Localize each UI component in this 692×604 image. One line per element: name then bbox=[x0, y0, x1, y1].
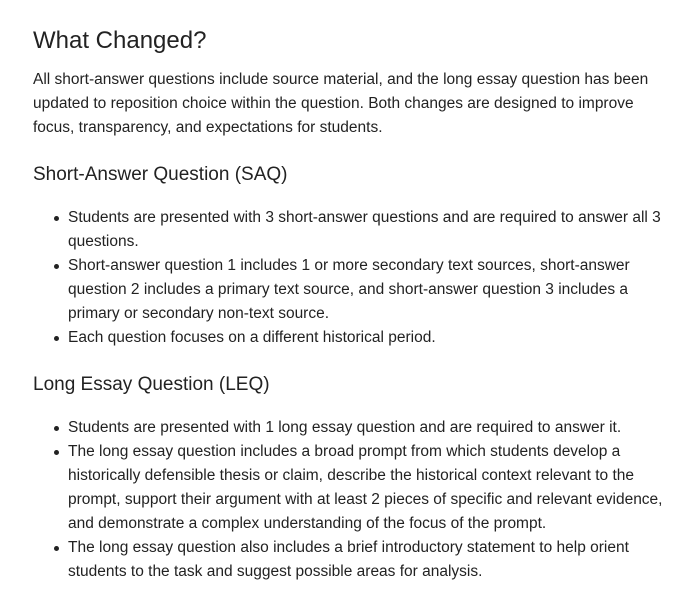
saq-heading: Short-Answer Question (SAQ) bbox=[33, 164, 288, 185]
list-item: The long essay question also includes a brief introductory statement to help orient students to the task and suggest possible areas for analysis. bbox=[68, 536, 666, 584]
page-title: What Changed? bbox=[33, 27, 207, 54]
list-item: The long essay question includes a broad prompt from which students develop a historically defensible thesis or claim, describe the historical context relevant to the prompt, support their argument with at least 2 pieces of specific and relevant evidence, and demonstrate a complex understanding of the focus of the prompt. bbox=[68, 440, 666, 536]
list-item: Students are presented with 3 short-answer questions and are required to answer all 3 questions. bbox=[68, 206, 666, 254]
leq-section bbox=[33, 372, 666, 584]
leq-heading: Long Essay Question (LEQ) bbox=[33, 374, 270, 395]
leq-list bbox=[33, 416, 666, 584]
saq-list bbox=[33, 206, 666, 350]
list-item: Short-answer question 1 includes 1 or more secondary text sources, short-answer question 2 includes a primary text source, and short-answer question 3 includes a primary or secondary non-text source. bbox=[68, 254, 666, 326]
list-item: Students are presented with 1 long essay question and are required to answer it. bbox=[68, 416, 666, 440]
intro-paragraph: All short-answer questions include source material, and the long essay question has been updated to reposition choice within the question. Both changes are designed to improve focus, transparency, and expectations for students. bbox=[33, 71, 649, 136]
saq-section bbox=[33, 162, 666, 350]
list-item: Each question focuses on a different historical period. bbox=[68, 326, 666, 350]
